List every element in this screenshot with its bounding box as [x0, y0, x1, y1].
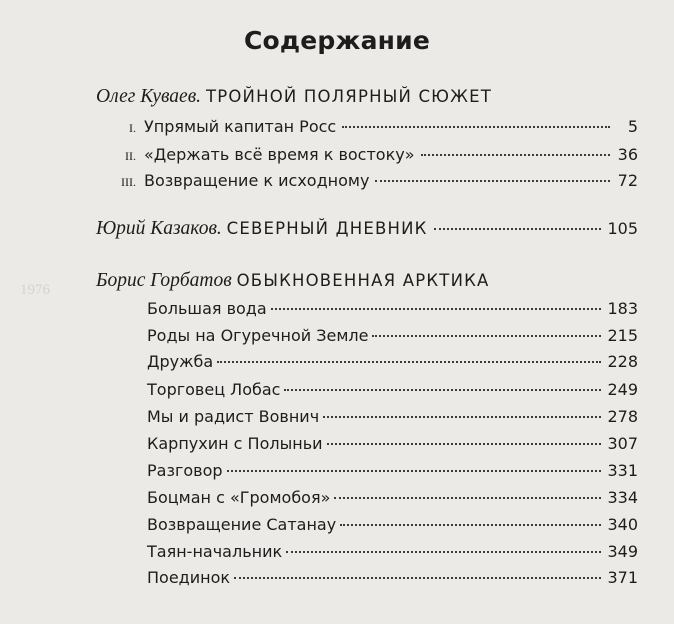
dot-leader [284, 389, 601, 391]
dot-leader [434, 228, 602, 230]
entry-title: «Держать всё время к востоку» [144, 145, 415, 164]
entry-page: 5 [627, 117, 638, 136]
dot-leader [342, 126, 610, 128]
author-name: Олег Куваев. [96, 86, 202, 107]
dot-leader [375, 180, 610, 182]
toc-entry[interactable] [147, 542, 638, 561]
entry-title: Разговор [147, 461, 223, 480]
toc-entry[interactable] [114, 117, 638, 136]
toc-entry[interactable] [147, 352, 638, 371]
entry-page: 228 [607, 352, 638, 371]
entry-title: Большая вода [147, 299, 267, 318]
author-name: Борис Горбатов [96, 270, 232, 291]
toc-entry[interactable] [147, 407, 638, 426]
toc-entry[interactable] [114, 171, 638, 190]
entry-title: Мы и радист Вовнич [147, 407, 320, 426]
entry-title: Поединок [147, 568, 231, 587]
entry-title: Карпухин с Полыньи [147, 434, 323, 453]
toc-entry[interactable] [147, 434, 638, 453]
dot-leader [286, 551, 601, 553]
entry-page: 183 [607, 299, 638, 318]
entry-title: Роды на Огуречной Земле [147, 326, 369, 345]
entry-page: 334 [607, 488, 638, 507]
entry-page: 249 [607, 380, 638, 399]
chapter-number: I. [129, 121, 136, 135]
entry-page: 340 [607, 515, 638, 534]
work-title: СЕВЕРНЫЙ ДНЕВНИК [226, 219, 428, 238]
entry-page: 278 [607, 407, 638, 426]
bleed-through-text: 1976 [20, 282, 50, 298]
dot-leader [234, 577, 601, 579]
section-author-kuvaev [96, 86, 492, 108]
entry-title: Возвращение Сатанау [147, 515, 337, 534]
section-author-kazakov[interactable] [96, 218, 638, 240]
toc-entry[interactable] [147, 461, 638, 480]
dot-leader [334, 497, 601, 499]
entry-page: 349 [607, 542, 638, 561]
entry-page: 307 [607, 434, 638, 453]
dot-leader [271, 308, 602, 310]
author-name: Юрий Казаков. [96, 218, 222, 239]
entry-page: 105 [607, 219, 638, 238]
toc-entry[interactable] [147, 515, 638, 534]
entry-title: Торговец Лобас [147, 380, 281, 399]
toc-entry[interactable] [147, 488, 638, 507]
toc-entry[interactable] [147, 299, 638, 318]
entry-title: Упрямый капитан Росс [144, 117, 337, 136]
toc-entry[interactable] [114, 145, 638, 164]
entry-page: 371 [607, 568, 638, 587]
dot-leader [340, 524, 601, 526]
entry-title: Таян-начальник [147, 542, 283, 561]
dot-leader [327, 443, 602, 445]
dot-leader [421, 154, 610, 156]
entry-title: Дружба [147, 352, 214, 371]
entry-page: 72 [617, 171, 638, 190]
toc-entry[interactable] [147, 380, 638, 399]
dot-leader [323, 416, 601, 418]
dot-leader [372, 335, 601, 337]
entry-page: 36 [617, 145, 638, 164]
toc-entry[interactable] [147, 326, 638, 345]
dot-leader [227, 470, 602, 472]
entry-title: Боцман с «Громобоя» [147, 488, 331, 507]
work-title: ОБЫКНОВЕННАЯ АРКТИКА [236, 271, 490, 290]
toc-entry[interactable] [147, 568, 638, 587]
entry-title: Возвращение к исходному [144, 171, 370, 190]
chapter-number: II. [125, 149, 136, 163]
page-title: Содержание [243, 26, 431, 55]
section-author-gorbatov [96, 270, 490, 292]
dot-leader [217, 361, 601, 363]
work-title: ТРОЙНОЙ ПОЛЯРНЫЙ СЮЖЕТ [205, 87, 493, 106]
entry-page: 331 [607, 461, 638, 480]
entry-page: 215 [607, 326, 638, 345]
chapter-number: III. [121, 175, 136, 189]
